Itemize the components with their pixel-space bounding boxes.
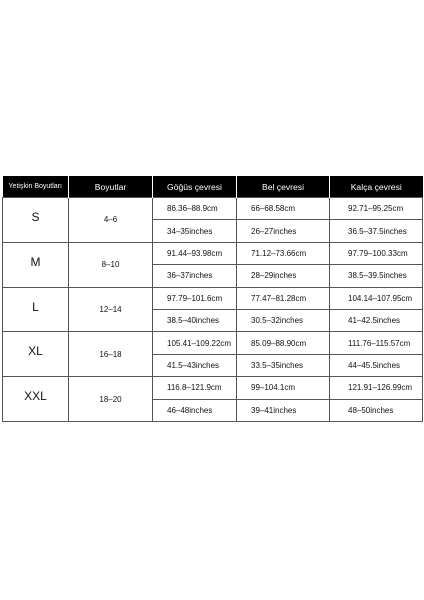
- size-label: M: [3, 242, 69, 287]
- hip-in: 36.5–37.5inches: [330, 220, 423, 242]
- chest-in: 41.5–43inches: [153, 354, 237, 376]
- hip-cm: 92.71–95.25cm: [330, 198, 423, 220]
- chest-in: 46–48inches: [153, 399, 237, 421]
- size-label: XXL: [3, 377, 69, 422]
- header-chest: Göğüs çevresi: [153, 176, 237, 198]
- header-row: [3, 176, 423, 198]
- waist-in: 39–41inches: [237, 399, 330, 421]
- chest-in: 38.5–40inches: [153, 309, 237, 331]
- hip-in: 44–45.5inches: [330, 354, 423, 376]
- chest-in: 34–35inches: [153, 220, 237, 242]
- size-chart-table: [2, 176, 423, 422]
- chest-cm: 105.41–109.22cm: [153, 332, 237, 354]
- size-range: 8–10: [69, 242, 153, 287]
- table-row: [3, 287, 423, 309]
- hip-cm: 111.76–115.57cm: [330, 332, 423, 354]
- waist-in: 33.5–35inches: [237, 354, 330, 376]
- waist-cm: 77.47–81.28cm: [237, 287, 330, 309]
- waist-in: 30.5–32inches: [237, 309, 330, 331]
- waist-cm: 66–68.58cm: [237, 198, 330, 220]
- chest-cm: 97.79–101.6cm: [153, 287, 237, 309]
- size-range: 16–18: [69, 332, 153, 377]
- hip-cm: 97.79–100.33cm: [330, 242, 423, 264]
- header-adult-sizes: Yetişkin Boyutları: [3, 176, 69, 198]
- size-range: 12–14: [69, 287, 153, 332]
- header-hip: Kalça çevresi: [330, 176, 423, 198]
- chest-cm: 86.36–88.9cm: [153, 198, 237, 220]
- header-waist: Bel çevresi: [237, 176, 330, 198]
- hip-in: 48–50inches: [330, 399, 423, 421]
- table-row: [3, 332, 423, 354]
- table-row: [3, 242, 423, 264]
- hip-cm: 121.91–126.99cm: [330, 377, 423, 399]
- header-sizes: Boyutlar: [69, 176, 153, 198]
- table-row: [3, 377, 423, 399]
- chest-cm: 91.44–93.98cm: [153, 242, 237, 264]
- hip-in: 38.5–39.5inches: [330, 265, 423, 287]
- waist-cm: 99–104.1cm: [237, 377, 330, 399]
- waist-cm: 85.09–88.90cm: [237, 332, 330, 354]
- chest-in: 36–37inches: [153, 265, 237, 287]
- hip-cm: 104.14–107.95cm: [330, 287, 423, 309]
- size-range: 18–20: [69, 377, 153, 422]
- waist-in: 28–29inches: [237, 265, 330, 287]
- hip-in: 41–42.5inches: [330, 309, 423, 331]
- chest-cm: 116.8–121.9cm: [153, 377, 237, 399]
- waist-in: 26–27inches: [237, 220, 330, 242]
- size-label: L: [3, 287, 69, 332]
- size-label: S: [3, 198, 69, 243]
- size-label: XL: [3, 332, 69, 377]
- size-range: 4–6: [69, 198, 153, 243]
- waist-cm: 71.12–73.66cm: [237, 242, 330, 264]
- table-row: [3, 198, 423, 220]
